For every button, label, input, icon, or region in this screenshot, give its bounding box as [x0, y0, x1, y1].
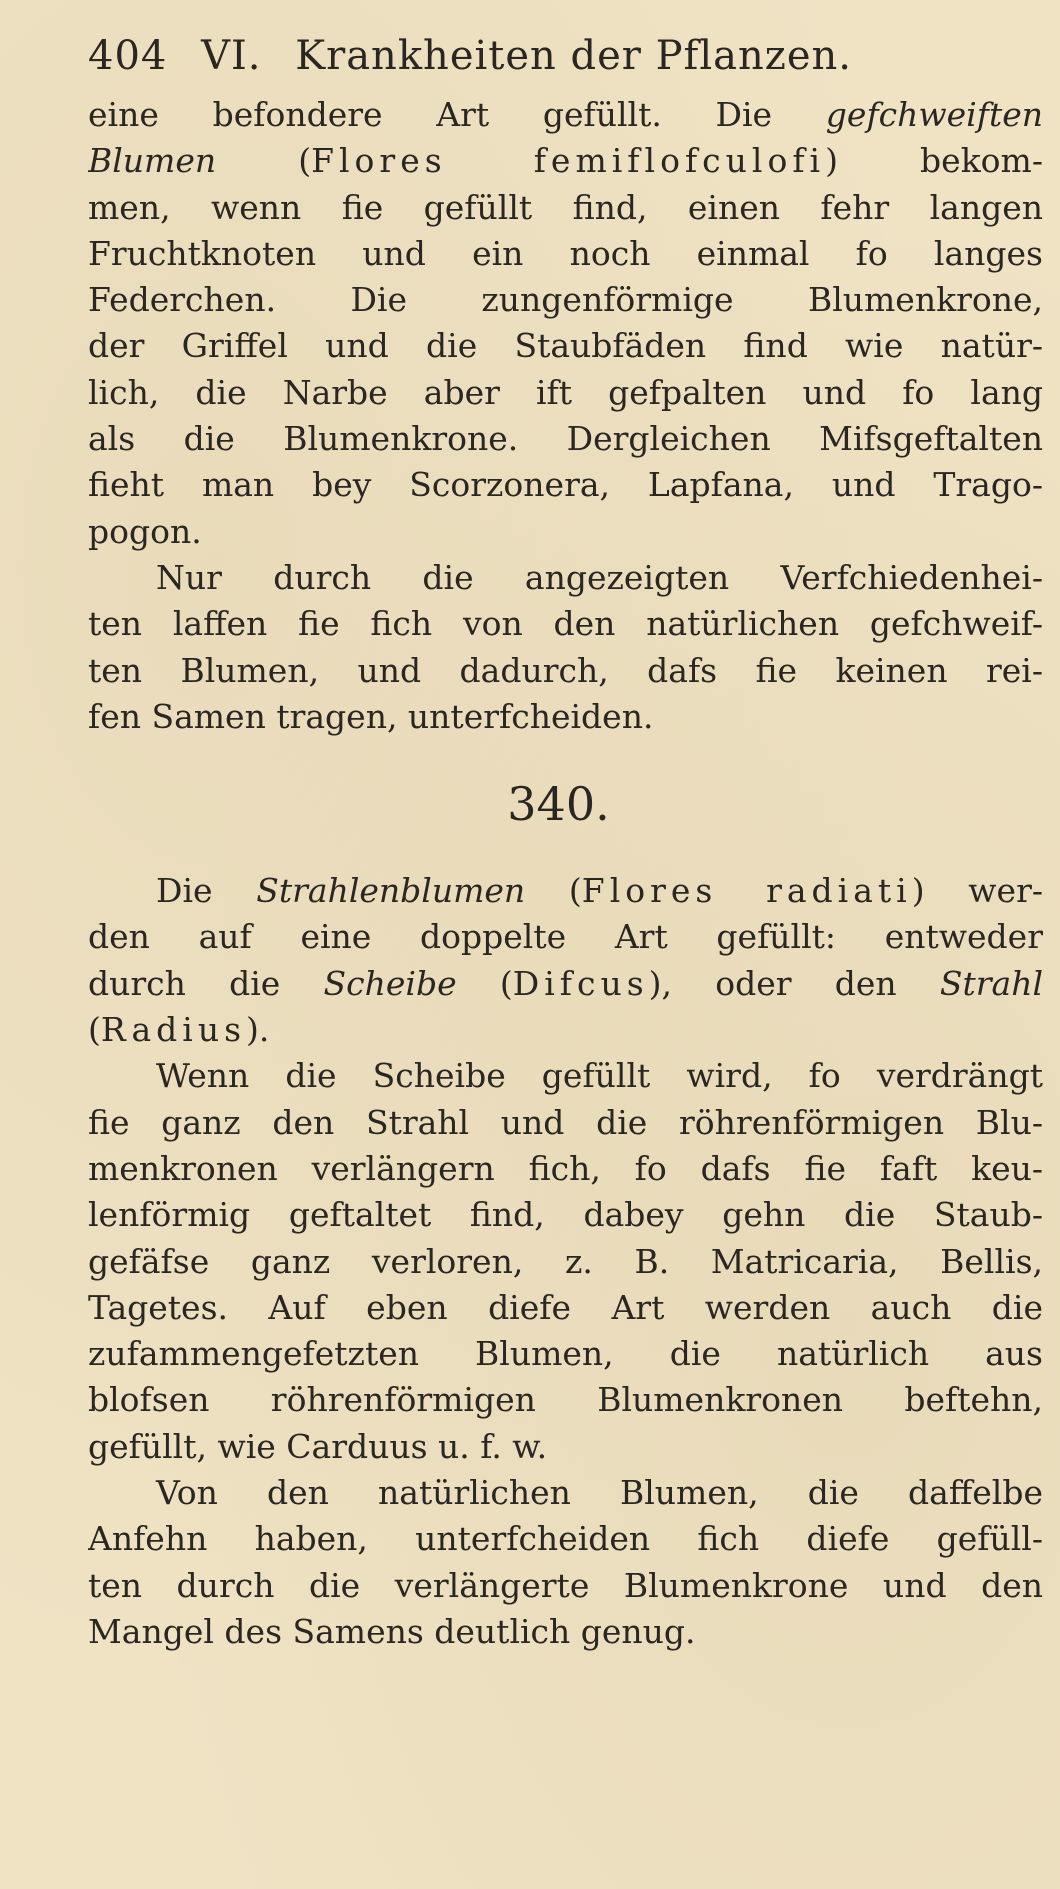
text-line	[88, 92, 1043, 138]
text-run: der Griffel und die Staubfäden find wie natür-	[88, 326, 1043, 366]
text-line	[88, 1377, 1043, 1423]
text-run: (	[525, 871, 582, 911]
text-run: (	[88, 1010, 101, 1050]
text-run: ) wer-	[911, 871, 1043, 911]
text-run: ), oder den	[648, 963, 940, 1003]
text-line	[88, 323, 1043, 369]
text-line	[88, 1100, 1043, 1146]
text-run: pogon.	[88, 511, 202, 551]
text-run: lenförmig geftaltet find, dabey gehn die Staub-	[88, 1195, 1043, 1235]
text-run: Federchen. Die zungenförmige Blumenkrone,	[88, 280, 1043, 320]
section-number: 340.	[507, 777, 610, 832]
paragraph-block-1	[88, 92, 1043, 740]
italic-term: Strahl	[939, 963, 1043, 1003]
text-line	[88, 277, 1043, 323]
text-line	[88, 1609, 1043, 1655]
text-line	[88, 1007, 1043, 1053]
latin-term: Flores femiflofculofi	[311, 141, 826, 181]
text-line	[88, 694, 1043, 740]
text-line	[88, 1285, 1043, 1331]
text-run: Mangel des Samens deutlich genug.	[88, 1611, 696, 1651]
text-line	[88, 868, 1043, 914]
text-run: eine befondere Art gefüllt. Die	[88, 95, 826, 134]
text-line	[88, 1239, 1043, 1285]
text-run: Die	[156, 871, 257, 911]
text-line	[88, 1192, 1043, 1238]
text-line	[88, 462, 1043, 508]
text-run: ten durch die verlängerte Blumenkrone und den	[88, 1565, 1043, 1605]
text-run: Wenn die Scheibe gefüllt wird, fo verdrängt	[156, 1056, 1043, 1096]
italic-term: Strahlenblumen	[256, 871, 526, 911]
text-run: lich, die Narbe aber ift gefpalten und fo lang	[88, 372, 1043, 412]
latin-term: Flores radiati	[581, 871, 912, 911]
page-number: 404	[88, 33, 168, 79]
text-line	[88, 1053, 1043, 1099]
text-line	[88, 648, 1043, 694]
text-line	[88, 1331, 1043, 1377]
text-run: fieht man bey Scorzonera, Lapfana, und Trago-	[88, 465, 1043, 505]
text-line	[88, 185, 1043, 231]
text-line	[88, 1424, 1043, 1470]
latin-term: Difcus	[512, 963, 649, 1003]
text-run: (	[456, 963, 513, 1003]
text-run: blofsen röhrenförmigen Blumenkronen beftehn,	[88, 1380, 1043, 1420]
text-line	[88, 231, 1043, 277]
text-run: (	[216, 141, 312, 181]
text-line	[88, 601, 1043, 647]
text-run: ten Blumen, und dadurch, dafs fie keinen rei-	[88, 650, 1043, 690]
text-run: gefäfse ganz verloren, z. B. Matricaria, Bellis,	[88, 1241, 1043, 1281]
running-title: Krankheiten der Pflanzen.	[295, 33, 852, 79]
italic-term: Blumen	[88, 141, 217, 181]
text-line	[88, 416, 1043, 462]
text-run: Nur durch die angezeigten Verfchiedenhei-	[156, 557, 1043, 597]
text-line	[88, 509, 1043, 555]
text-run: Von den natürlichen Blumen, die daffelbe	[156, 1473, 1043, 1513]
text-line	[88, 961, 1043, 1007]
italic-term: gefchweiften	[825, 95, 1043, 134]
text-run: den auf eine doppelte Art gefüllt: entweder	[88, 917, 1043, 957]
text-run: men, wenn fie gefüllt find, einen fehr langen	[88, 187, 1043, 227]
chapter-number: VI.	[201, 33, 262, 79]
text-run: gefüllt, wie Carduus u. f. w.	[88, 1426, 548, 1466]
text-line	[88, 1146, 1043, 1192]
text-run: als die Blumenkrone. Dergleichen Mifsgeftalten	[88, 419, 1043, 459]
page-header	[88, 20, 1043, 92]
text-line	[88, 138, 1043, 184]
text-run: zufammengefetzten Blumen, die natürlich aus	[88, 1334, 1043, 1374]
text-line	[88, 555, 1043, 601]
text-line	[88, 1563, 1043, 1609]
text-line	[88, 1516, 1043, 1562]
text-run: ten laffen fie fich von den natürlichen gefchweif-	[88, 604, 1043, 644]
text-run: fen Samen tragen, unterfcheiden.	[88, 696, 654, 736]
text-line	[88, 914, 1043, 960]
latin-term: Radius	[100, 1010, 247, 1050]
text-run: Tagetes. Auf eben diefe Art werden auch die	[88, 1287, 1043, 1327]
text-run: ).	[246, 1010, 270, 1050]
text-run: Fruchtknoten und ein noch einmal fo langes	[88, 233, 1043, 273]
text-run: durch die	[88, 963, 324, 1003]
book-page	[88, 20, 1043, 1655]
text-line	[88, 370, 1043, 416]
text-run: Anfehn haben, unterfcheiden fich diefe gefüll-	[88, 1519, 1043, 1559]
text-run: menkronen verlängern fich, fo dafs fie faft keu-	[88, 1148, 1043, 1188]
italic-term: Scheibe	[323, 963, 457, 1003]
text-run: fie ganz den Strahl und die röhrenförmigen Blu-	[88, 1102, 1043, 1142]
text-run: ) bekom-	[825, 141, 1043, 181]
paragraph-block-2	[88, 868, 1043, 1655]
text-line	[88, 1470, 1043, 1516]
